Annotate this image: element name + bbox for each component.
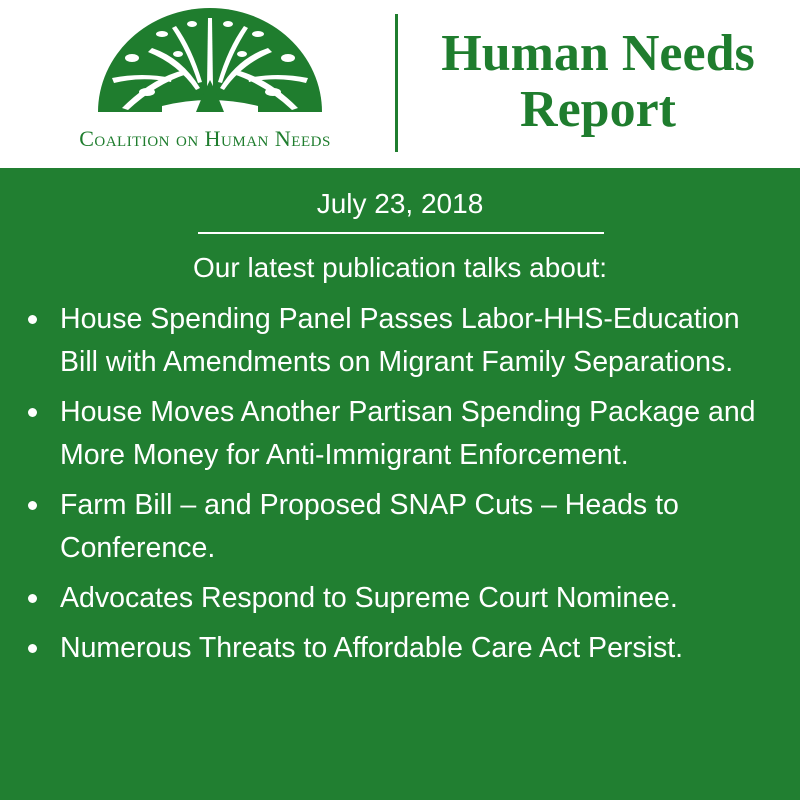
topic-text: Numerous Threats to Affordable Care Act Persist. <box>60 632 684 664</box>
organization-logo <box>20 8 390 160</box>
topic-text: Advocates Respond to Supreme Court Nominee. <box>60 582 678 614</box>
list-item <box>22 391 782 477</box>
bullet-dot-icon <box>28 594 37 603</box>
intro-text: Our latest publication talks about: <box>192 252 607 283</box>
topic-list <box>22 298 782 677</box>
report-title-line1: Human Needs <box>441 25 755 82</box>
header <box>0 0 800 168</box>
list-item <box>22 298 782 384</box>
list-item <box>22 577 782 620</box>
topic-text: House Spending Panel Passes Labor-HHS-Education Bill with Amendments on Migrant Family Separations. <box>60 303 740 378</box>
content-panel <box>0 168 800 800</box>
date-underline <box>198 232 604 234</box>
bullet-dot-icon <box>28 644 37 653</box>
bullet-dot-icon <box>28 501 37 510</box>
topic-text: Farm Bill – and Proposed SNAP Cuts – Heads to Conference. <box>60 489 679 564</box>
report-title-line2: Report <box>520 81 676 138</box>
report-title <box>412 26 784 138</box>
bullet-dot-icon <box>28 315 37 324</box>
list-item <box>22 484 782 570</box>
tree-icon <box>92 8 328 120</box>
topic-text: House Moves Another Partisan Spending Package and More Money for Anti-Immigrant Enforcement. <box>60 396 756 471</box>
publication-date: July 23, 2018 <box>316 188 484 219</box>
organization-name: Coalition on Human Needs <box>79 126 331 151</box>
bullet-dot-icon <box>28 408 37 417</box>
header-divider <box>395 14 398 152</box>
list-item <box>22 627 782 670</box>
